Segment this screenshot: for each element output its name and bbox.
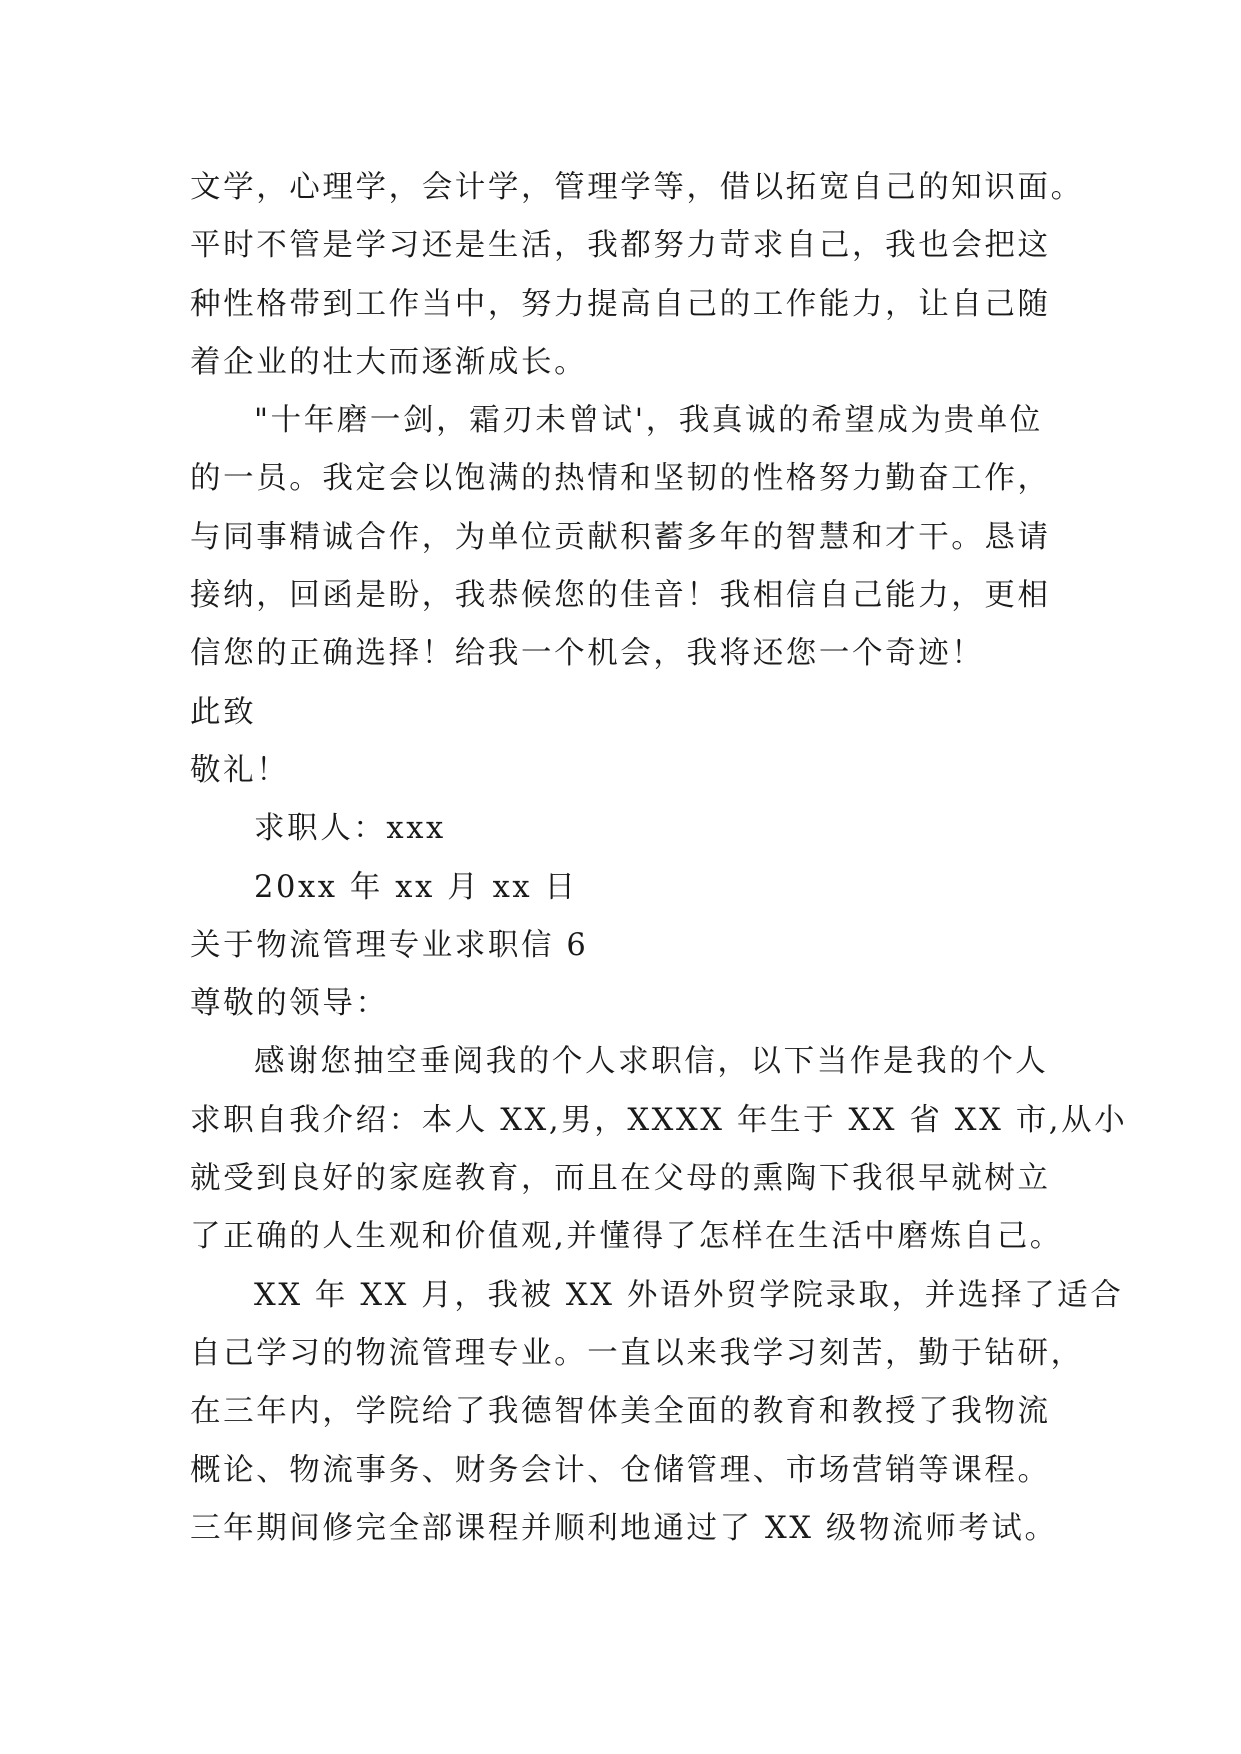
paragraph-closing-appeal bbox=[190, 392, 1070, 683]
text-line: 平时不管是学习还是生活，我都努力苛求自己，我也会把这 bbox=[190, 228, 1051, 264]
greeting: 尊敬的领导： bbox=[190, 986, 389, 1022]
text-line: 的一员。我定会以饱满的热情和坚韧的性格努力勤奋工作， bbox=[190, 461, 1051, 497]
text-line: 三年期间修完全部课程并顺利地通过了 XX 级物流师考试。 bbox=[190, 1510, 1058, 1546]
text-line: "十年磨一剑，霜刃未曾试'，我真诚的希望成为贵单位 bbox=[254, 403, 1043, 439]
text-line: 就受到良好的家庭教育，而且在父母的熏陶下我很早就树立 bbox=[190, 1161, 1051, 1197]
text-line: 接纳，回函是盼，我恭候您的佳音！我相信自己能力，更相 bbox=[190, 578, 1051, 614]
letter-body bbox=[190, 159, 1128, 1558]
text-line: 感谢您抽空垂阅我的个人求职信，以下当作是我的个人 bbox=[254, 1044, 1049, 1080]
text-line: 求职自我介绍：本人 XX,男，XXXX 年生于 XX 省 XX 市,从小 bbox=[190, 1102, 1128, 1138]
text-line: 自己学习的物流管理专业。一直以来我学习刻苦，勤于钻研， bbox=[190, 1335, 1084, 1371]
letter-date: 20xx 年 xx 月 xx 日 bbox=[254, 869, 578, 905]
salutation: 敬礼！ bbox=[190, 752, 290, 788]
text-line: 着企业的壮大而逐渐成长。 bbox=[190, 344, 588, 380]
text-line: 种性格带到工作当中，努力提高自己的工作能力，让自己随 bbox=[190, 286, 1051, 322]
paragraph-continuation bbox=[190, 159, 1084, 392]
letter-title: 关于物流管理专业求职信 6 bbox=[190, 927, 589, 963]
text-line: XX 年 XX 月，我被 XX 外语外贸学院录取，并选择了适合 bbox=[254, 1277, 1124, 1313]
text-line: 概论、物流事务、财务会计、仓储管理、市场营销等课程。 bbox=[190, 1452, 1051, 1488]
text-line: 与同事精诚合作，为单位贡献积蓄多年的智慧和才干。恳请 bbox=[190, 519, 1051, 555]
text-line: 文学，心理学，会计学，管理学等，借以拓宽自己的知识面。 bbox=[190, 170, 1084, 205]
text-line: 信您的正确选择！给我一个机会，我将还您一个奇迹！ bbox=[190, 636, 985, 672]
paragraph-introduction bbox=[190, 1033, 1128, 1266]
text-line: 了正确的人生观和价值观,并懂得了怎样在生活中磨炼自己。 bbox=[190, 1219, 1063, 1255]
closing-phrase: 此致 bbox=[190, 694, 257, 730]
text-line: 在三年内，学院给了我德智体美全面的教育和教授了我物流 bbox=[190, 1394, 1051, 1430]
paragraph-education bbox=[190, 1267, 1124, 1558]
signature: 求职人：xxx bbox=[254, 811, 446, 847]
